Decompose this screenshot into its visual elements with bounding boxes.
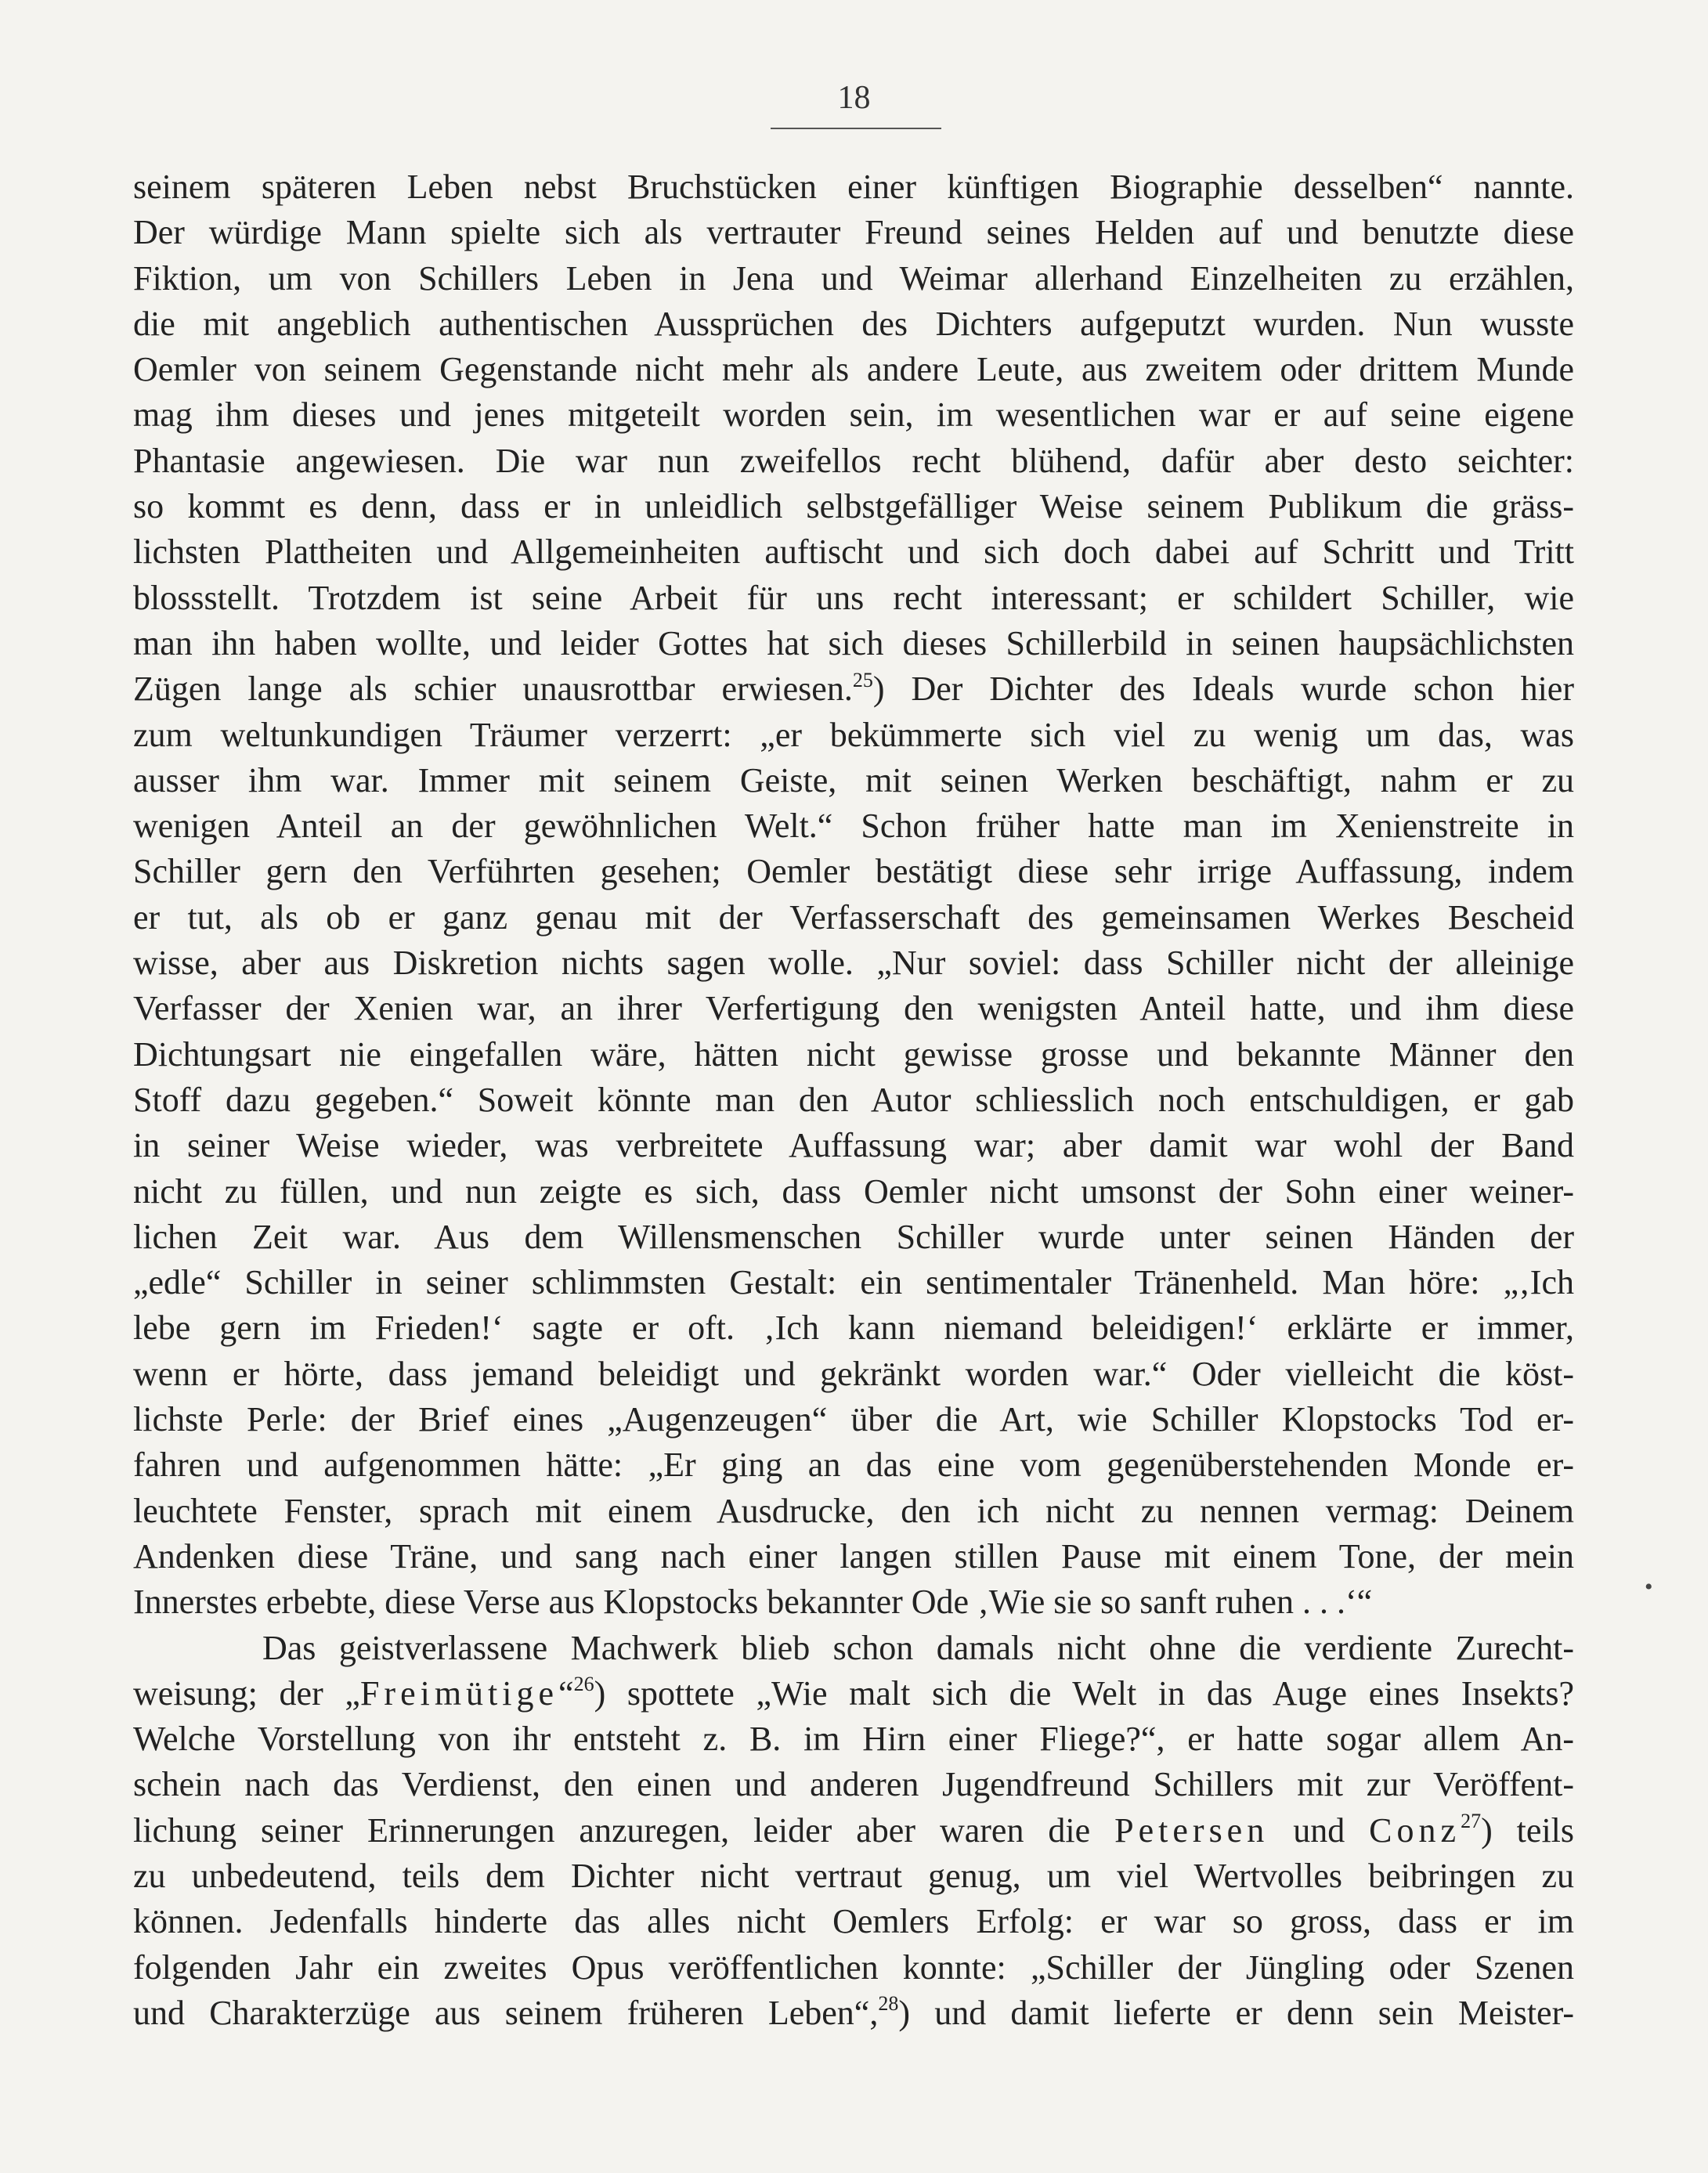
text-line: Phantasie angewiesen. Die war nun zweifellos recht blühend, dafür aber desto seichter: bbox=[133, 441, 1574, 480]
page-number: 18 bbox=[837, 80, 871, 116]
text-segment: Zügen lange als schier unausrottbar erwiesen. bbox=[133, 670, 853, 709]
text-segment: und bbox=[1269, 1810, 1370, 1850]
text-line: Fiktion, um von Schillers Leben in Jena und Weimar allerhand Einzelheiten zu erzählen, bbox=[133, 258, 1574, 298]
text-line: Schiller gern den Verführten gesehen; Oemler bestätigt diese sehr irrige Auffassung, indem bbox=[133, 852, 1574, 891]
text-line: Das geistverlassene Machwerk blieb schon damals nicht ohne die verdiente Zurecht- bbox=[262, 1628, 1574, 1667]
text-segment: ) spottete „Wie malt sich die Welt in das Auge eines Insekts? bbox=[594, 1673, 1574, 1713]
page-number-rule bbox=[771, 128, 941, 129]
text-line bbox=[133, 1808, 1574, 1854]
spaced-name: Conz bbox=[1369, 1810, 1461, 1850]
spaced-name: Petersen bbox=[1114, 1810, 1269, 1850]
text-line: die mit angeblich authentischen Aussprüchen des Dichters aufgeputzt wurden. Nun wusste bbox=[133, 304, 1574, 343]
spaced-title: Freimütige bbox=[359, 1673, 559, 1713]
text-line: zum weltunkundigen Träumer verzerrt: „er bekümmerte sich viel zu wenig um das, was bbox=[133, 715, 1574, 754]
text-line: Der würdige Mann spielte sich als vertrauter Freund seines Helden auf und benutzte diese bbox=[133, 213, 1574, 252]
text-line: lichen Zeit war. Aus dem Willensmenschen Schiller wurde unter seinen Händen der bbox=[133, 1217, 1574, 1256]
text-line: in seiner Weise wieder, was verbreitete Auffassung war; aber damit war wohl der Band bbox=[133, 1126, 1574, 1165]
text-line: seinem späteren Leben nebst Bruchstücken einer künftigen Biographie desselben“ nannte. bbox=[133, 168, 1574, 206]
text-line: lichsten Plattheiten und Allgemeinheiten auftischt und sich doch dabei auf Schritt und Tritt bbox=[133, 532, 1574, 572]
text-segment: weisung; der „ bbox=[133, 1673, 360, 1713]
text-line: Oemler von seinem Gegenstande nicht mehr als andere Leute, aus zweitem oder drittem Munde bbox=[133, 350, 1574, 389]
text-line: er tut, als ob er ganz genau mit der Verfasserschaft des gemeinsamen Werkes Bescheid bbox=[133, 897, 1574, 937]
text-line: zu unbedeutend, teils dem Dichter nicht vertraut genug, um viel Wertvolles beibringen zu bbox=[133, 1856, 1574, 1895]
text-line: schein nach das Verdienst, den einen und anderen Jugendfreund Schillers mit zur Veröffent- bbox=[133, 1765, 1574, 1804]
text-line bbox=[133, 1991, 1574, 2036]
text-line: Andenken diese Träne, und sang nach einer langen stillen Pause mit einem Tone, der mein bbox=[133, 1536, 1574, 1576]
text-line: Innerstes erbebte, diese Verse aus Klopstocks bekannter Ode ‚Wie sie so sanft ruhen . . .‘“ bbox=[133, 1583, 1373, 1622]
body-text bbox=[133, 164, 1574, 2036]
text-line: Stoff dazu gegeben.“ Soweit könnte man den Autor schliesslich noch entschuldigen, er gab bbox=[133, 1080, 1574, 1119]
text-segment: ) und damit lieferte er denn sein Meister- bbox=[898, 1993, 1574, 2032]
text-line: lebe gern im Frieden!‘ sagte er oft. ‚Ich kann niemand beleidigen!‘ erklärte er immer, bbox=[133, 1308, 1574, 1348]
footnote-ref: 27 bbox=[1461, 1810, 1482, 1833]
ink-fleck: • bbox=[1645, 1574, 1653, 1600]
text-line: Dichtungsart nie eingefallen wäre, hätten nicht gewisse grosse und bekannte Männer den bbox=[133, 1034, 1574, 1074]
text-line: nicht zu füllen, und nun zeigte es sich, dass Oemler nicht umsonst der Sohn einer weiner- bbox=[133, 1171, 1574, 1211]
text-line: ausser ihm war. Immer mit seinem Geiste, mit seinen Werken beschäftigt, nahm er zu bbox=[133, 760, 1574, 800]
text-segment: “ bbox=[558, 1673, 574, 1713]
text-line: „edle“ Schiller in seiner schlimmsten Gestalt: ein sentimentaler Tränenheld. Man höre: „‚Ich bbox=[133, 1263, 1574, 1302]
text-line bbox=[133, 666, 1574, 712]
text-line: folgenden Jahr ein zweites Opus veröffentlichen konnte: „Schiller der Jüngling oder Szenen bbox=[133, 1947, 1574, 1987]
footnote-ref: 28 bbox=[878, 1992, 899, 2016]
text-segment: lichung seiner Erinnerungen anzuregen, leider aber waren die bbox=[133, 1810, 1115, 1850]
text-line: wisse, aber aus Diskretion nichts sagen wolle. „Nur soviel: dass Schiller nicht der alleinige bbox=[133, 944, 1574, 983]
text-line: wenn er hörte, dass jemand beleidigt und gekränkt worden war.“ Oder vielleicht die köst- bbox=[133, 1354, 1574, 1393]
text-line: leuchtete Fenster, sprach mit einem Ausdrucke, den ich nicht zu nennen vermag: Deinem bbox=[133, 1491, 1574, 1530]
text-line: mag ihm dieses und jenes mitgeteilt worden sein, im wesentlichen war er auf seine eigene bbox=[133, 395, 1574, 435]
text-line: blossstellt. Trotzdem ist seine Arbeit für uns recht interessant; er schildert Schiller, wie bbox=[133, 578, 1574, 617]
text-line: können. Jedenfalls hinderte das alles nicht Oemlers Erfolg: er war so gross, dass er im bbox=[133, 1902, 1574, 1941]
text-segment: ) Der Dichter des Ideals wurde schon hier bbox=[872, 670, 1574, 709]
text-line: so kommt es denn, dass er in unleidlich selbstgefälliger Weise seinem Publikum die gräss- bbox=[133, 487, 1574, 526]
text-segment: ) teils bbox=[1481, 1810, 1574, 1850]
footnote-ref: 25 bbox=[852, 668, 873, 691]
text-line: Welche Vorstellung von ihr entsteht z. B. im Hirn einer Fliege?“, er hatte sogar allem An- bbox=[133, 1720, 1574, 1759]
text-line: Verfasser der Xenien war, an ihrer Verfertigung den wenigsten Anteil hatte, und ihm diese bbox=[133, 989, 1574, 1028]
text-line: wenigen Anteil an der gewöhnlichen Welt.“ Schon früher hatte man im Xenienstreite in bbox=[133, 807, 1574, 846]
footnote-ref: 26 bbox=[573, 1673, 594, 1696]
text-line bbox=[133, 1671, 1574, 1716]
text-segment: und Charakterzüge aus seinem früheren Leben“, bbox=[133, 1993, 879, 2032]
text-line: man ihn haben wollte, und leider Gottes hat sich dieses Schillerbild in seinen haupsächlichsten bbox=[133, 623, 1574, 662]
text-line: fahren und aufgenommen hätte: „Er ging an das eine vom gegenüberstehenden Monde er- bbox=[133, 1446, 1574, 1485]
text-line: lichste Perle: der Brief eines „Augenzeugen“ über die Art, wie Schiller Klopstocks Tod er- bbox=[133, 1400, 1574, 1439]
